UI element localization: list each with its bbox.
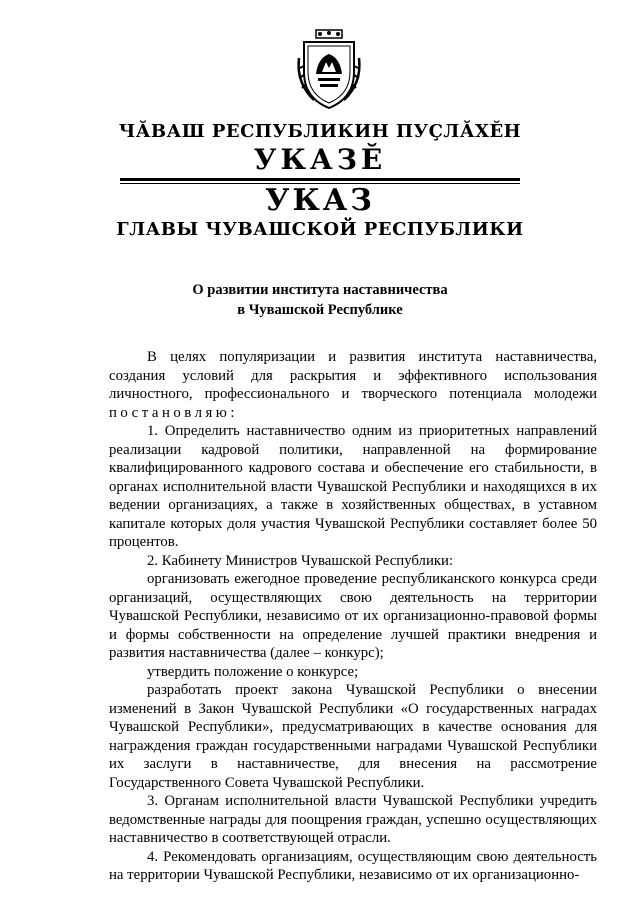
preamble-paragraph	[109, 348, 597, 422]
decree-operative-word: постановляю:	[109, 404, 238, 421]
russian-header-line: ГЛАВЫ ЧУВАШСКОЙ РЕСПУБЛИКИ	[116, 219, 524, 240]
item-2-sub-1: организовать ежегодное проведение республиканского конкурса среди организаций, осуществляющих свою деятельность на территории Чувашской Республики, независимо от их организационно-правовой формы и формы собственности на определение лучшей практики внедрения и развития наставничества (далее – конкурс);	[109, 571, 597, 661]
decree-body	[109, 348, 597, 885]
decree-title	[0, 280, 640, 320]
chuvash-header-line: ЧӐВАШ РЕСПУБЛИКИН ПУҪЛӐХӖН	[118, 121, 522, 142]
header-divider-thick	[120, 178, 520, 181]
item-3-paragraph: 3. Органам исполнительной власти Чувашской Республики учредить ведомственные награды для поощрения граждан, успешно осуществляющих наставничество в соответствующей отрасли.	[109, 793, 597, 846]
item-2-paragraph: 2. Кабинету Министров Чувашской Республики:	[147, 552, 454, 569]
item-1-paragraph: 1. Определить наставничество одним из приоритетных направлений реализации кадровой политики, направленной на формирование квалифицированного кадрового состава и обеспечение его стабильности, в органах исполнительной власти Чувашской Республики и находящихся в их ведении организациях, а также в хозяйственных обществах, в уставном капитале которых доля участия Чувашской Республики составляет более 50 процентов.	[109, 423, 597, 550]
chuvash-decree-word: УКАЗӖ	[253, 143, 387, 176]
preamble-text: В целях популяризации и развития института наставничества, создания условий для раскрытия и эффективного использования личностного, профессионального и творческого потенциала молодежи	[109, 349, 597, 402]
chuvashia-coat-of-arms-icon	[294, 28, 364, 110]
decree-title-line-1: О развитии института наставничества	[192, 282, 448, 298]
russian-decree-word: УКАЗ	[265, 183, 375, 218]
item-2-sub-2: утвердить положение о конкурсе;	[147, 663, 359, 680]
item-4-paragraph: 4. Рекомендовать организациям, осуществляющим свою деятельность на территории Чувашской Республики, независимо от их организационно-	[109, 848, 597, 883]
item-2-sub-3: разработать проект закона Чувашской Республики о внесении изменений в Закон Чувашской Республики «О государственных наградах Чувашской Республики», предусматривающих в качестве основания для награждения граждан государственными наградами Чувашской Республики их заслуги в наставничестве, для внесения на рассмотрение Государственного Совета Чувашской Республики.	[109, 682, 597, 791]
decree-title-line-2: в Чувашской Республике	[237, 302, 403, 318]
